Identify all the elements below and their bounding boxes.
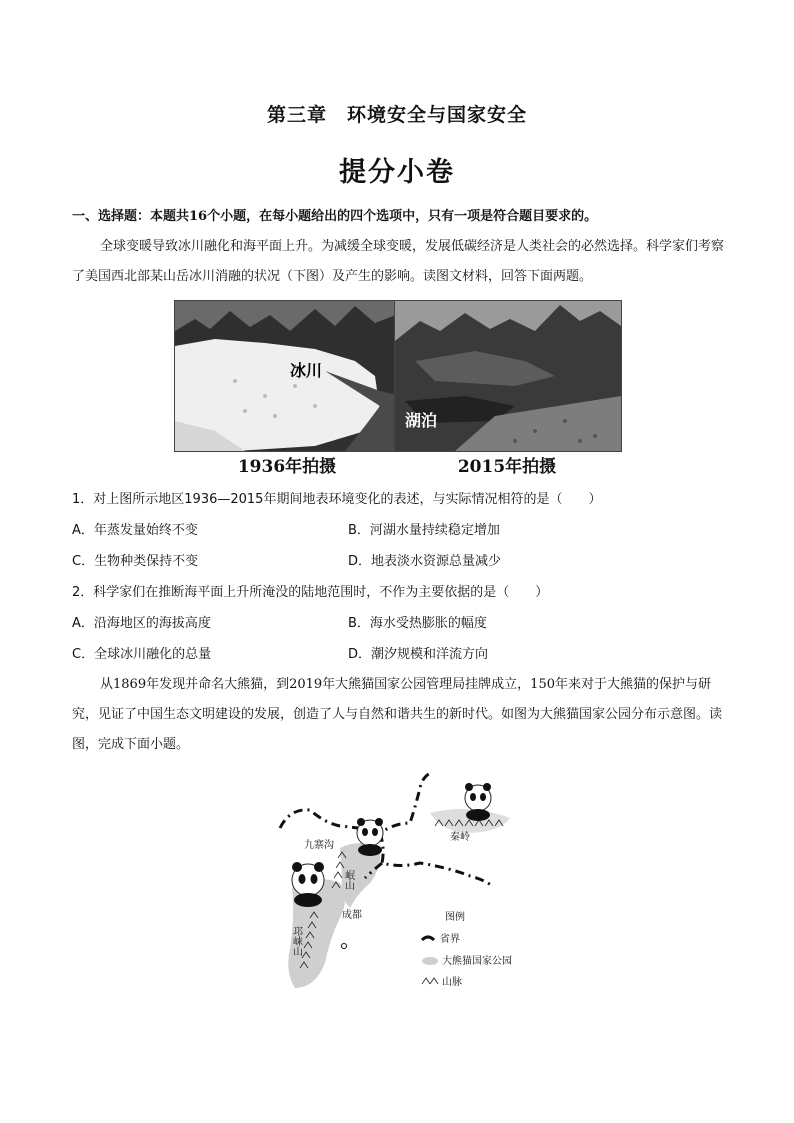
question-2-option-d[interactable]: D．潮汐规模和洋流方向 [348,647,489,662]
glacier-photo-1936 [174,300,402,452]
question-2-option-c[interactable]: C．全球冰川融化的总量 [72,647,212,662]
question-2-option-a[interactable]: A．沿海地区的海拔高度 [72,616,211,631]
legend-mountain-swatch [422,978,438,984]
legend-park-swatch [422,957,438,965]
chengdu-dot [342,944,347,949]
lake-label: 湖泊 [405,411,438,430]
chapter-title: 第三章 环境安全与国家安全 [266,104,527,126]
legend-boundary-label: 省界 [440,934,460,945]
legend-mountain-label: 山脉 [442,977,462,988]
passage-panda: 从1869年发现并命名大熊猫，到2019年大熊猫国家公园管理局挂牌成立，150年来对于大熊猫的保护与研究，见证了中国生态文明建设的发展，创造了人与自然和谐共生的新时代。如图为大熊猫国家公园分布示意图。读图，完成下面小题。 [72,677,723,752]
photo-caption-2015: 2015年拍摄 [457,457,557,477]
panda-park-map [270,768,530,998]
question-2-option-b[interactable]: B．海水受热膨胀的幅度 [348,616,487,631]
page-title: 提分小卷 [339,157,455,188]
label-chengdu: 成都 [342,910,362,921]
lake-photo-2015 [394,300,622,452]
label-qionglai: 邛崃山 [290,926,302,956]
label-qinling: 秦岭 [450,832,470,843]
question-1-option-c[interactable]: C．生物种类保持不变 [72,554,199,569]
section-heading: 一、选择题：本题共16个小题，在每小题给出的四个选项中，只有一项是符合题目要求的。 [72,209,598,224]
question-1-stem: 1．对上图所示地区1936—2015年期间地表环境变化的表述，与实际情况相符的是（ ） [72,492,602,507]
legend-park-label: 大熊猫国家公园 [442,956,512,967]
photo-caption-1936: 1936年拍摄 [237,457,337,477]
label-jiuzhaigou: 九寨沟 [304,840,334,851]
label-minshan: 岷山 [342,870,354,890]
panda-icon-minshan [357,818,383,856]
panda-icon-qinling [465,783,491,821]
question-1-option-b[interactable]: B．河湖水量持续稳定增加 [348,523,500,538]
question-1-option-a[interactable]: A．年蒸发量始终不变 [72,523,198,538]
map-legend [422,910,512,988]
question-2-stem: 2．科学家们在推断海平面上升所淹没的陆地范围时，不作为主要依据的是（ ） [72,585,549,600]
legend-boundary-swatch [422,937,434,940]
passage-glacier: 全球变暖导致冰川融化和海平面上升。为减缓全球变暖，发展低碳经济是人类社会的必然选择。科学家们考察了美国西北部某山岳冰川消融的状况（下图）及产生的影响。读图文材料，回答下面两题。 [72,239,725,284]
legend-title: 图例 [445,912,465,923]
glacier-label: 冰川 [290,361,323,380]
panda-icon-qionglai [292,862,324,907]
question-1-option-d[interactable]: D．地表淡水资源总量减少 [348,554,502,569]
